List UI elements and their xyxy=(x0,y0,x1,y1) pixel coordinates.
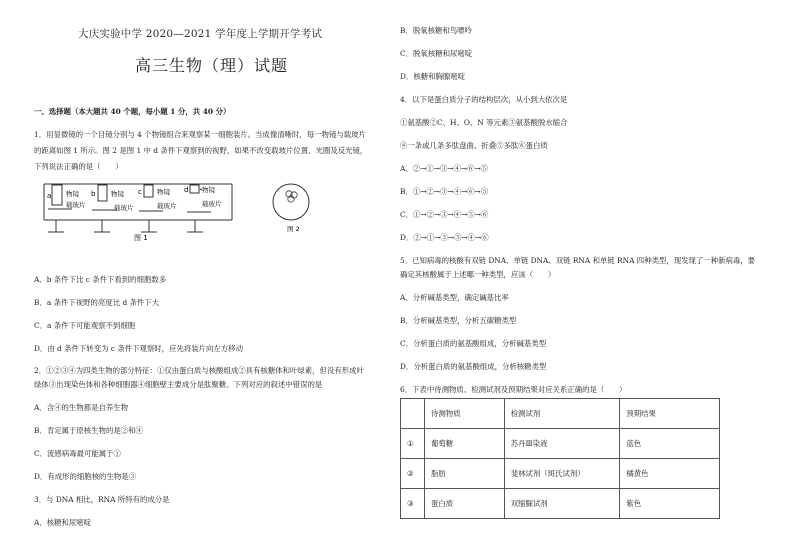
fig1-slide-label-d: 载玻片 xyxy=(202,200,222,208)
q4-option-c: C．①→②→③→④→⑤→⑥ xyxy=(400,210,489,219)
fig1-lens-label-d: 物镜 xyxy=(202,186,215,194)
q1-stem-line-1: 1．用显微镜的一个目镜分别与 4 个物镜组合来观察某一细胞装片。当成像清晰时，每一物镜与载玻片 xyxy=(34,130,366,139)
fig1-lens-label-a: 物镜 xyxy=(66,190,79,198)
fig1-letter-d: d xyxy=(184,186,189,194)
section-heading: 一、选择题（本大题共 40 个题，每小题 1 分，共 40 分） xyxy=(34,107,231,116)
table-cell: 双缩脲试剂 xyxy=(504,489,620,519)
q4-option-d: D．②→①→③→⑤→④→⑥ xyxy=(400,233,489,242)
table-cell: 蛋白质 xyxy=(424,489,504,519)
table-row xyxy=(401,459,720,489)
q5-option-b: B．分析碱基类型，分析五碳糖类型 xyxy=(400,316,517,325)
q5-stem-line-1: 5．已知病毒的核酸有双链 DNA、单链 DNA、双链 RNA 和单链 RNA 四种类型，现发现了一种新病毒，要 xyxy=(400,256,756,265)
fig1-letter-b: b xyxy=(91,190,96,198)
figure-1-caption: 图 1 xyxy=(134,234,148,242)
q3-option-d: D．核糖和胸腺嘧啶 xyxy=(400,72,466,81)
table-cell: ③ xyxy=(401,489,425,519)
q2-stem-line-2: 绿体③出现染色体和各种细胞器④细胞壁主要成分是肽聚糖。下列对应的叙述中错误的是 xyxy=(34,380,323,389)
q3-option-b: B．脱氧核糖和鸟嘌呤 xyxy=(400,26,472,35)
q4-option-a: A．②→①→③→④→⑥→⑤ xyxy=(400,164,489,173)
q5-option-c: C．分析蛋白质的氨基酸组成，分析碱基类型 xyxy=(400,339,547,348)
q3-option-a: A．核糖和尿嘧啶 xyxy=(34,518,92,527)
fig1-slide-label-a: 载玻片 xyxy=(66,201,86,209)
figure-2-field-of-view xyxy=(266,182,318,234)
table-cell: 脂肪 xyxy=(424,459,504,489)
q6-header-cell: 待测物质 xyxy=(424,399,504,429)
fig1-lens-label-c: 物镜 xyxy=(157,188,170,196)
table-cell: 蓝色 xyxy=(620,429,720,459)
fig1-letter-c: c xyxy=(138,188,142,196)
q5-stem-line-2: 确定其核酸属于上述哪一种类型，应该（ ） xyxy=(400,270,556,279)
table-row xyxy=(401,429,720,459)
fig1-slide-label-c: 载玻片 xyxy=(157,202,177,210)
fig1-letter-a: a xyxy=(47,192,52,200)
q3-stem: 3．与 DNA 相比，RNA 所特有的成分是 xyxy=(34,495,170,504)
table-cell: ① xyxy=(401,429,425,459)
q4-option-b: B．①→②→③→④→⑥→⑤ xyxy=(400,187,489,196)
page-title: 高三生物（理）试题 xyxy=(135,56,289,75)
q1-option-b: B．a 条件下视野的亮度比 d 条件下大 xyxy=(34,298,160,307)
q6-header-cell: 预期结果 xyxy=(620,399,720,429)
q1-stem-line-3: 下列说法正确的是（ ） xyxy=(34,162,123,171)
q1-option-a: A．b 条件下比 c 条件下看到的细胞数多 xyxy=(34,275,167,284)
table-cell: 苏丹Ⅲ染液 xyxy=(504,429,620,459)
q2-option-b: B．肯定属于原核生物的是②和④ xyxy=(34,426,143,435)
q3-option-c: C．脱氧核糖和尿嘧啶 xyxy=(400,49,473,58)
figure-2-caption: 图 2 xyxy=(287,225,300,233)
table-cell: ② xyxy=(401,459,425,489)
q4-stem: 4．以下是蛋白质分子的结构层次，从小到大依次是 xyxy=(400,95,568,104)
q5-option-a: A．分析碱基类型，确定碱基比率 xyxy=(400,293,509,302)
q1-stem-line-2: 的距离如图 1 所示。图 2 是图 1 中 d 条件下观察到的视野，如果不改变载玻片位置、光圈及反光镜， xyxy=(34,146,368,155)
q1-option-c: C．a 条件下可能观察不到细胞 xyxy=(34,321,136,330)
table-cell: 葡萄糖 xyxy=(424,429,504,459)
q4-item-line-1: ①氨基酸②C、H、O、N 等元素③氨基酸脱水缩合 xyxy=(400,118,568,127)
fig1-slide-label-b: 载玻片 xyxy=(114,204,134,212)
figure-1-objective-diagram xyxy=(42,182,237,242)
q6-header-cell: 检测试剂 xyxy=(504,399,620,429)
q2-stem-line-1: 2．①②③④为四类生物的部分特征：①仅由蛋白质与核酸组成②具有核糖体和叶绿素，但没有形成叶 xyxy=(34,366,364,375)
q5-option-d: D．分析蛋白质的氨基酸组成，分析核糖类型 xyxy=(400,362,547,371)
school-header: 大庆实验中学 2020—2021 学年度上学期开学考试 xyxy=(78,28,323,40)
q4-item-line-2: ④一条或几条多肽盘曲、折叠⑤多肽⑥蛋白质 xyxy=(400,141,548,150)
table-cell: 橘黄色 xyxy=(620,459,720,489)
fig1-lens-label-b: 物镜 xyxy=(111,190,124,198)
table-cell: 紫色 xyxy=(620,489,720,519)
q2-option-c: C．流感病毒最可能属于① xyxy=(34,449,121,458)
q6-header-cell xyxy=(401,399,425,429)
q6-table-header-row xyxy=(401,399,720,429)
table-row xyxy=(401,489,720,519)
q2-option-d: D．有成形的细胞核的生物是③ xyxy=(34,472,137,481)
q1-option-d: D．由 d 条件下转变为 c 条件下观察时，应先将装片向左方移动 xyxy=(34,344,243,353)
table-cell: 斐林试剂（斑氏试剂） xyxy=(504,459,620,489)
q6-table xyxy=(400,398,720,519)
q2-option-a: A．含④的生物都是自养生物 xyxy=(34,403,129,412)
q6-stem: 6．下表中待测物质、检测试剂及预期结果对应关系正确的是（ ） xyxy=(400,385,627,394)
